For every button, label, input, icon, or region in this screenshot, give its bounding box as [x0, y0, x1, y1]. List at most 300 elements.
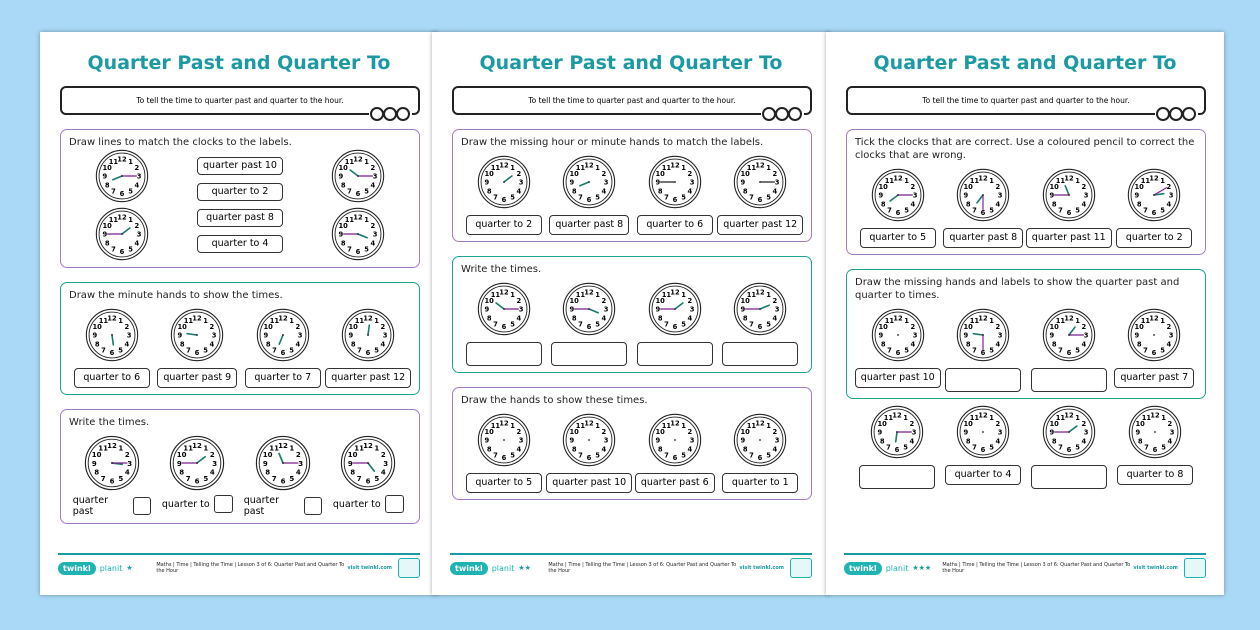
clock-number: 11	[1140, 176, 1151, 185]
clock-number: 3	[997, 428, 1003, 437]
clock-item	[1115, 308, 1193, 392]
question-section	[60, 409, 420, 524]
clock-number: 8	[966, 200, 971, 209]
self-assessment-circle[interactable]	[775, 107, 789, 121]
clock-centre	[196, 462, 198, 464]
clock-number: 3	[297, 331, 303, 340]
clock-number: 11	[746, 421, 757, 430]
clock-number: 11	[746, 163, 757, 172]
clock-number: 12	[1150, 411, 1160, 420]
clock-number: 11	[98, 316, 108, 325]
clock-number: 2	[210, 450, 216, 459]
clock-number: 10	[177, 450, 187, 459]
clock-number: 8	[1051, 437, 1057, 446]
clock-number: 7	[578, 193, 584, 202]
clock-number: 9	[338, 172, 344, 181]
clock-number: 12	[1064, 174, 1074, 183]
answer-box[interactable]	[133, 497, 151, 515]
clock-number: 11	[884, 176, 894, 185]
clock-number: 10	[569, 428, 580, 437]
clock-number: 11	[1140, 316, 1151, 325]
clock-number: 4	[381, 468, 387, 477]
clock-number: 6	[586, 322, 592, 331]
clock-row	[854, 405, 1198, 489]
clock-number: 7	[1143, 206, 1149, 215]
clock-face[interactable]	[956, 405, 1010, 459]
clock-number: 4	[209, 340, 215, 349]
clock-face[interactable]	[562, 155, 616, 209]
clock-number: 11	[1055, 176, 1065, 185]
clock-number: 2	[516, 170, 521, 179]
clock-number: 7	[749, 320, 755, 329]
clock-number: 5	[1160, 346, 1166, 355]
clock-number: 4	[124, 340, 129, 349]
twinkl-logo[interactable]: twinkl	[450, 562, 488, 575]
clock-number: 7	[186, 346, 192, 355]
clock-number: 2	[995, 323, 1001, 332]
answer-box[interactable]	[466, 342, 542, 366]
clock-face[interactable]	[1042, 168, 1096, 222]
clock-item	[73, 308, 151, 388]
clock-number: 7	[356, 475, 362, 484]
clock-number: 2	[1081, 420, 1087, 429]
clock-centre	[357, 175, 359, 177]
clock-number: 12	[192, 314, 202, 323]
clock-number: 1	[364, 215, 369, 224]
clock-number: 3	[126, 331, 132, 340]
page-title: Quarter Past and Quarter To	[479, 52, 783, 74]
clock-number: 5	[1074, 346, 1080, 355]
clock-number: 1	[289, 444, 295, 453]
answer-box[interactable]	[859, 465, 935, 489]
self-assessment-circle[interactable]	[1156, 107, 1170, 121]
clock-number: 9	[1134, 191, 1140, 200]
answer-row	[73, 495, 151, 517]
clock-face[interactable]	[256, 308, 310, 362]
clock-face[interactable]	[648, 282, 702, 336]
answer-row	[162, 495, 233, 513]
clock-number: 8	[340, 181, 346, 190]
clock-number: 11	[108, 157, 119, 166]
planit-label: planit	[885, 563, 909, 573]
clock-number: 11	[661, 421, 671, 430]
clock-number: 3	[127, 459, 132, 468]
clock-number: 5	[989, 443, 994, 452]
clock-number: 3	[911, 428, 917, 437]
clock-number: 9	[484, 436, 490, 445]
clock-number: 6	[501, 453, 507, 462]
clock-number: 7	[886, 346, 892, 355]
clock-face[interactable]	[85, 308, 139, 362]
clock-number: 5	[374, 475, 380, 484]
clock-number: 7	[185, 475, 191, 484]
clock-item	[550, 413, 628, 493]
objective-text: To tell the time to quarter past and quarter to the hour.	[528, 96, 736, 105]
clock-number: 12	[1064, 411, 1074, 420]
clock-face[interactable]	[871, 168, 925, 222]
clock-number: 8	[264, 468, 270, 477]
clock-row	[855, 168, 1197, 248]
learning-objective	[60, 86, 420, 115]
clock-number: 4	[516, 445, 521, 454]
clock-number: 8	[486, 445, 492, 454]
self-assessment-circle[interactable]	[383, 107, 397, 121]
clock-face[interactable]	[84, 435, 140, 491]
clock-centre	[196, 334, 198, 336]
clock-item	[721, 155, 799, 235]
clock-face[interactable]	[733, 155, 787, 209]
clock-number: 12	[277, 442, 288, 451]
clock-number: 6	[1066, 208, 1072, 217]
clock-number: 2	[380, 323, 386, 332]
self-assessment-circle[interactable]	[1182, 107, 1196, 121]
clock-number: 10	[262, 450, 273, 459]
worksheet-page-3	[826, 32, 1224, 595]
objective-text: To tell the time to quarter past and quarter to the hour.	[922, 96, 1130, 105]
visit-link[interactable]: visit twinkl.com	[739, 565, 784, 571]
clock-face[interactable]	[340, 435, 396, 491]
clock-number: 1	[903, 413, 908, 422]
twinkl-logo[interactable]: twinkl	[58, 562, 96, 575]
clock-number: 10	[655, 297, 665, 306]
answer-box[interactable]	[214, 495, 233, 513]
clock-number: 4	[995, 200, 1001, 209]
clock-number: 3	[997, 191, 1003, 200]
time-label: quarter to 7	[245, 368, 321, 388]
visit-link[interactable]: visit twinkl.com	[347, 565, 392, 571]
clock-number: 2	[516, 428, 521, 437]
clock-centre	[1068, 334, 1070, 336]
clock-centre	[111, 334, 113, 336]
clock-centre	[503, 308, 505, 310]
answer-box[interactable]	[1031, 368, 1107, 392]
section-heading: Draw the hands to show these times.	[461, 395, 648, 406]
clock-number: 2	[1167, 420, 1173, 429]
clock-number: 11	[183, 444, 194, 453]
clock-number: 1	[680, 163, 686, 172]
clock-face[interactable]	[1127, 168, 1181, 222]
clock-item	[244, 308, 322, 388]
clock-number: 9	[1049, 191, 1055, 200]
clock-number: 9	[92, 331, 98, 340]
difficulty-stars: ★	[126, 564, 133, 572]
clock-number: 6	[501, 195, 507, 204]
clock-number: 1	[989, 316, 995, 325]
worksheet-page-2	[432, 32, 830, 595]
clock-number: 10	[338, 222, 348, 231]
clock-number: 3	[774, 178, 780, 187]
clock-face[interactable]	[477, 282, 531, 336]
clock-face[interactable]	[648, 155, 702, 209]
time-label[interactable]: quarter past 10	[197, 157, 283, 175]
self-assessment-circle[interactable]	[788, 107, 802, 121]
clock-number: 4	[1166, 200, 1172, 209]
clock-number: 4	[772, 187, 778, 196]
clock-item	[244, 435, 322, 517]
clock-number: 2	[772, 297, 778, 306]
clock-centre	[1068, 431, 1070, 433]
clock-number: 9	[877, 428, 883, 437]
clock-number: 5	[680, 193, 686, 202]
clock-number: 10	[655, 170, 665, 179]
twinkl-badge-icon	[398, 558, 420, 578]
clock-number: 10	[877, 420, 887, 429]
clock-number: 2	[687, 170, 692, 179]
clock-number: 6	[757, 453, 763, 462]
clock-face[interactable]	[331, 207, 385, 261]
clock-centre	[121, 175, 123, 177]
clock-number: 5	[680, 320, 686, 329]
clock-face[interactable]	[870, 405, 924, 459]
clock-number: 4	[687, 314, 692, 323]
clock-number: 6	[119, 247, 125, 256]
clock-number: 5	[128, 187, 133, 196]
clock-number: 8	[265, 340, 271, 349]
section-heading: Draw the minute hands to show the times.	[69, 290, 283, 301]
clock-face[interactable]	[733, 413, 787, 467]
clock-item	[1115, 168, 1193, 248]
clock-face[interactable]	[648, 413, 702, 467]
clock-centre	[674, 181, 676, 183]
clock-item	[944, 308, 1022, 392]
question-section	[60, 282, 420, 395]
clock-number: 5	[509, 320, 515, 329]
clock-number: 1	[509, 421, 515, 430]
clock-number: 8	[1137, 200, 1142, 209]
clock-number: 11	[108, 215, 119, 224]
question-section	[452, 256, 812, 373]
clock-number: 11	[661, 290, 671, 299]
clock-number: 8	[879, 437, 885, 446]
clock-number: 3	[1168, 191, 1174, 200]
clock-number: 7	[347, 245, 352, 254]
clock-centre	[897, 194, 899, 196]
clock-face[interactable]	[1128, 405, 1182, 459]
self-assessment-circle[interactable]	[1169, 107, 1183, 121]
clock-number: 3	[603, 305, 609, 314]
clock-number: 3	[1168, 331, 1174, 340]
time-label: quarter past 10	[855, 368, 941, 388]
clock-number: 9	[878, 191, 884, 200]
clock-number: 6	[672, 322, 678, 331]
answer-box[interactable]	[945, 368, 1021, 392]
self-assessment-circle[interactable]	[396, 107, 410, 121]
clock-item	[1030, 168, 1108, 248]
clock-number: 10	[1049, 323, 1059, 332]
clock-number: 8	[93, 468, 99, 477]
question-section	[846, 129, 1206, 255]
clock-number: 11	[969, 176, 980, 185]
twinkl-logo[interactable]: twinkl	[844, 562, 882, 575]
clock-number: 11	[490, 290, 500, 299]
clock-number: 3	[383, 459, 389, 468]
clock-number: 2	[134, 222, 140, 231]
clock-number: 1	[989, 413, 994, 422]
question-section	[452, 129, 812, 242]
clock-face[interactable]	[733, 282, 787, 336]
answer-box[interactable]	[551, 342, 627, 366]
clock-number: 3	[603, 436, 609, 445]
time-label[interactable]: quarter to 4	[197, 235, 283, 253]
time-label[interactable]: quarter past 8	[197, 209, 283, 227]
clock-number: 5	[595, 320, 601, 329]
clock-number: 3	[689, 436, 695, 445]
clock-number: 3	[1169, 428, 1175, 437]
clock-centre	[982, 194, 984, 196]
clock-number: 12	[584, 419, 594, 428]
clock-number: 5	[766, 451, 772, 460]
clock-number: 4	[910, 200, 915, 209]
self-assessment-circle[interactable]	[370, 107, 384, 121]
clock-number: 9	[348, 459, 353, 468]
clock-number: 2	[601, 170, 607, 179]
clock-face[interactable]	[1127, 308, 1181, 362]
clock-number: 9	[91, 459, 97, 468]
answer-box[interactable]	[637, 342, 713, 366]
clock-number: 8	[572, 445, 577, 454]
clock-number: 3	[518, 436, 524, 445]
clock-number: 6	[757, 195, 763, 204]
clock-number: 1	[1160, 316, 1166, 325]
clock-number: 7	[492, 320, 498, 329]
clock-number: 5	[289, 475, 295, 484]
clock-number: 4	[687, 187, 692, 196]
twinkl-badge-icon	[1184, 558, 1206, 578]
clock-number: 1	[1160, 176, 1166, 185]
clock-number: 8	[1051, 340, 1057, 349]
visit-link[interactable]: visit twinkl.com	[1133, 565, 1178, 571]
answer-box[interactable]	[1031, 465, 1107, 489]
clock-face[interactable]	[956, 308, 1010, 362]
clock-number: 11	[344, 215, 355, 224]
clock-number: 9	[263, 331, 269, 340]
clock-number: 8	[1051, 200, 1057, 209]
clock-face[interactable]	[95, 149, 149, 203]
answer-box[interactable]	[722, 342, 798, 366]
clock-item	[73, 435, 151, 517]
clock-number: 1	[903, 316, 909, 325]
clock-number: 5	[1160, 206, 1166, 215]
clock-number: 12	[755, 161, 765, 170]
clock-number: 8	[351, 340, 356, 349]
time-label[interactable]: quarter to 2	[197, 183, 283, 201]
clock-number: 2	[124, 323, 129, 332]
clock-centre	[759, 439, 761, 441]
clock-number: 9	[262, 459, 268, 468]
clock-centre	[896, 431, 898, 433]
clock-number: 9	[1049, 331, 1055, 340]
clock-item	[636, 282, 714, 366]
clock-number: 12	[893, 314, 903, 323]
clock-number: 9	[1049, 428, 1055, 437]
clock-face[interactable]	[956, 168, 1010, 222]
clock-number: 1	[203, 444, 209, 453]
clock-number: 1	[509, 290, 515, 299]
clock-number: 3	[1083, 191, 1089, 200]
clock-number: 7	[1144, 443, 1149, 452]
clock-number: 11	[884, 316, 894, 325]
answer-prefix: quarter past	[243, 495, 280, 517]
clock-number: 7	[1058, 443, 1063, 452]
clock-number: 10	[1134, 323, 1145, 332]
self-assessment-circle[interactable]	[762, 107, 776, 121]
planit-label: planit	[491, 563, 515, 573]
answer-box[interactable]	[385, 495, 404, 513]
clock-number: 8	[572, 187, 577, 196]
clock-number: 7	[271, 346, 277, 355]
clock-number: 9	[484, 305, 490, 314]
clock-face[interactable]	[562, 282, 616, 336]
clock-item	[944, 168, 1022, 248]
clock-number: 12	[670, 161, 680, 170]
clock-face[interactable]	[341, 308, 395, 362]
time-label: quarter past 11	[1026, 228, 1112, 248]
clock-number: 4	[910, 340, 915, 349]
clock-number: 5	[1074, 206, 1080, 215]
clock-number: 6	[355, 247, 361, 256]
time-label: quarter past 12	[325, 368, 411, 388]
clock-number: 3	[211, 331, 217, 340]
clock-number: 9	[102, 172, 108, 181]
question-section	[60, 129, 420, 268]
clock-number: 9	[655, 305, 661, 314]
clock-face[interactable]	[95, 207, 149, 261]
clock-number: 3	[1083, 331, 1089, 340]
time-label: quarter to 8	[1117, 465, 1193, 485]
clock-face[interactable]	[169, 435, 225, 491]
clock-number: 4	[995, 437, 1001, 446]
clock-face[interactable]	[170, 308, 224, 362]
answer-row	[244, 495, 322, 517]
clock-centre	[588, 181, 590, 183]
clock-face[interactable]	[331, 149, 385, 203]
clock-number: 6	[194, 477, 200, 486]
clock-number: 11	[344, 157, 355, 166]
clock-face[interactable]	[1042, 308, 1096, 362]
clock-face[interactable]	[477, 155, 531, 209]
time-label: quarter past 12	[717, 215, 803, 235]
answer-box[interactable]	[304, 497, 322, 515]
clock-number: 12	[892, 411, 902, 420]
clock-number: 8	[965, 437, 971, 446]
clock-number: 7	[972, 443, 977, 452]
objective-circles	[369, 107, 412, 121]
clock-face[interactable]	[1042, 405, 1096, 459]
objective-text: To tell the time to quarter past and quarter to the hour.	[136, 96, 344, 105]
clock-number: 12	[755, 419, 765, 428]
section-heading: Write the times.	[69, 417, 150, 428]
clock-number: 10	[1049, 420, 1059, 429]
clock-face[interactable]	[562, 413, 616, 467]
clock-number: 12	[584, 288, 594, 297]
clock-face[interactable]	[871, 308, 925, 362]
time-label: quarter past 10	[546, 473, 632, 493]
time-label: quarter to 6	[637, 215, 713, 235]
clock-number: 5	[1075, 443, 1080, 452]
clock-centre	[1153, 334, 1155, 336]
clock-number: 10	[963, 420, 973, 429]
clock-number: 5	[203, 475, 209, 484]
clock-number: 2	[1166, 323, 1172, 332]
clock-number: 4	[1081, 340, 1086, 349]
clock-number: 11	[969, 413, 980, 422]
clock-face[interactable]	[477, 413, 531, 467]
clock-number: 4	[601, 187, 607, 196]
clock-number: 8	[1137, 437, 1143, 446]
clock-number: 12	[755, 288, 765, 297]
match-area	[69, 149, 411, 261]
clock-face[interactable]	[255, 435, 311, 491]
